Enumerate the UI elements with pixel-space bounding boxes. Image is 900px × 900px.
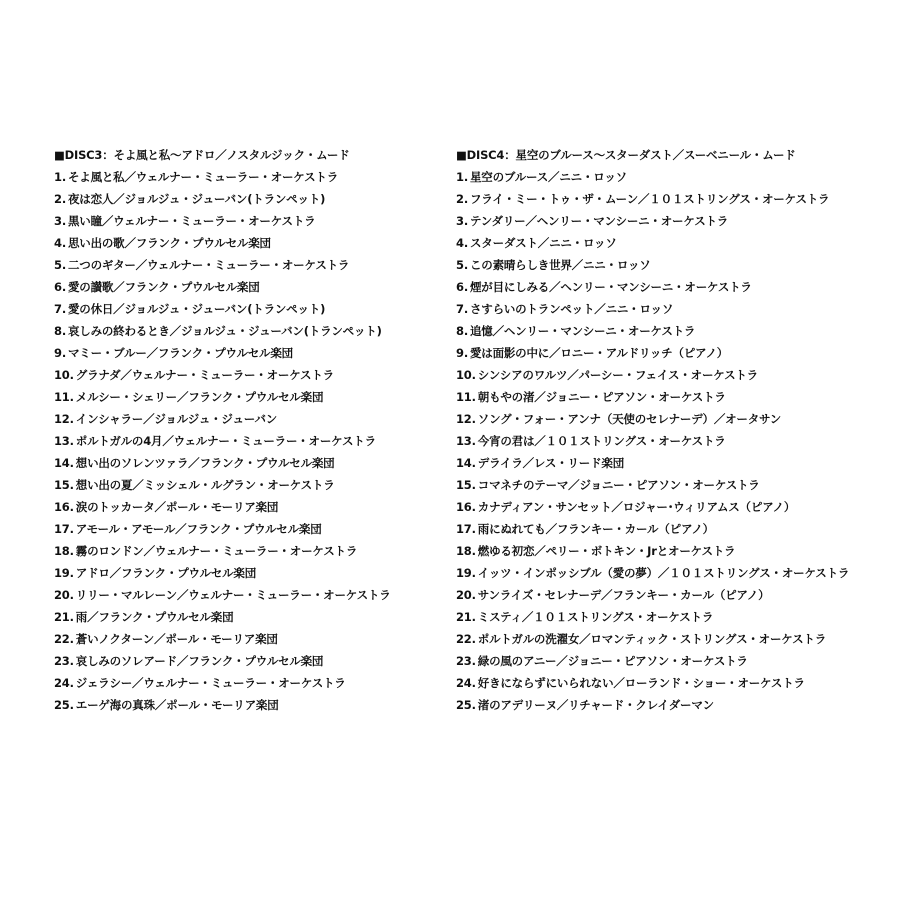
- track-title: イッツ・インポッシブル（愛の夢）／１０１ストリングス・オーケストラ: [477, 566, 850, 580]
- track-title: 思い出の歌／フランク・プウルセル楽団: [67, 236, 271, 250]
- track-title: 今宵の君は／１０１ストリングス・オーケストラ: [477, 434, 726, 448]
- track-title: 蒼いノクターン／ポール・モーリア楽団: [75, 632, 278, 646]
- track-number: 18 .: [456, 544, 476, 558]
- track-title: テンダリー／ヘンリー・マンシーニ・オーケストラ: [469, 214, 729, 228]
- track-item: [456, 694, 886, 716]
- track-item: [456, 496, 886, 518]
- track-number: 23 .: [54, 654, 74, 668]
- track-title: 哀しみのソレアード／フランク・プウルセル楽団: [75, 654, 324, 668]
- track-number: 10 .: [456, 368, 476, 382]
- track-number: 8 .: [54, 324, 66, 338]
- track-number: 16 .: [456, 500, 476, 514]
- track-number: 9 .: [456, 346, 468, 360]
- disc3-header: ■DISC3：そよ風と私〜アドロ／ノスタルジック・ムード: [54, 148, 350, 162]
- track-title: ミスティ／１０１ストリングス・オーケストラ: [477, 610, 714, 624]
- track-item: [456, 562, 886, 584]
- track-number: 5 .: [54, 258, 66, 272]
- disc4-track-list: [456, 166, 886, 716]
- track-number: 6 .: [456, 280, 468, 294]
- track-title: 煙が目にしみる／ヘンリー・マンシーニ・オーケストラ: [469, 280, 752, 294]
- track-item: [54, 166, 444, 188]
- track-title: 好きにならずにいられない／ローランド・ショー・オーケストラ: [477, 676, 805, 690]
- track-title: 哀しみの終わるとき／ジョルジュ・ジューバン(トランペット): [67, 324, 382, 338]
- track-item: [456, 518, 886, 540]
- track-title: 愛は面影の中に／ロニー・アルドリッチ（ピアノ）: [469, 346, 729, 360]
- track-title: この素晴らしき世界／ニニ・ロッソ: [469, 258, 651, 272]
- disc3-column: [54, 144, 444, 716]
- track-number: 13 .: [54, 434, 74, 448]
- track-number: 3 .: [456, 214, 468, 228]
- track-number: 14 .: [54, 456, 74, 470]
- track-number: 11 .: [54, 390, 74, 404]
- track-item: [456, 188, 886, 210]
- track-number: 20 .: [456, 588, 476, 602]
- track-number: 23 .: [456, 654, 476, 668]
- track-item: [54, 540, 444, 562]
- track-number: 12 .: [54, 412, 74, 426]
- track-title: マミー・ブルー／フランク・プウルセル楽団: [67, 346, 293, 360]
- track-title: フライ・ミー・トゥ・ザ・ムーン／１０１ストリングス・オーケストラ: [469, 192, 830, 206]
- track-item: [54, 452, 444, 474]
- track-item: [456, 232, 886, 254]
- track-number: 22 .: [456, 632, 476, 646]
- track-title: 燃ゆる初恋／ペリー・ボトキン・Jrとオーケストラ: [477, 544, 736, 558]
- disc3-track-list: [54, 166, 444, 716]
- track-number: 7 .: [456, 302, 468, 316]
- track-title: コマネチのテーマ／ジョニー・ピアソン・オーケストラ: [477, 478, 760, 492]
- track-number: 1 .: [456, 170, 468, 184]
- track-item: [456, 672, 886, 694]
- track-item: [54, 232, 444, 254]
- track-number: 8 .: [456, 324, 468, 338]
- track-title: エーゲ海の真珠／ポール・モーリア楽団: [75, 698, 279, 712]
- track-item: [456, 650, 886, 672]
- track-number: 3 .: [54, 214, 66, 228]
- track-item: [54, 298, 444, 320]
- track-title: アドロ／フランク・プウルセル楽団: [75, 566, 257, 580]
- track-item: [54, 364, 444, 386]
- track-item: [456, 408, 886, 430]
- track-number: 15 .: [54, 478, 74, 492]
- track-title: 渚のアデリーヌ／リチャード・クレイダーマン: [477, 698, 714, 712]
- track-number: 4 .: [54, 236, 66, 250]
- track-title: 星空のブルース／ニニ・ロッソ: [469, 170, 627, 184]
- track-title: アモール・アモール／フランク・プウルセル楽団: [75, 522, 322, 536]
- track-title: 二つのギター／ウェルナー・ミューラー・オーケストラ: [67, 258, 350, 272]
- track-title: 想い出のソレンツァラ／フランク・プウルセル楽団: [75, 456, 335, 470]
- track-title: 緑の風のアニー／ジョニー・ピアソン・オーケストラ: [477, 654, 748, 668]
- track-item: [54, 188, 444, 210]
- track-title: 雨／フランク・プウルセル楽団: [75, 610, 234, 624]
- disc4-column: [456, 144, 886, 716]
- track-number: 12 .: [456, 412, 476, 426]
- track-number: 22 .: [54, 632, 74, 646]
- track-title: 夜は恋人／ジョルジュ・ジューバン(トランペット): [67, 192, 326, 206]
- track-title: メルシー・シェリー／フランク・プウルセル楽団: [75, 390, 324, 404]
- track-item: [54, 518, 444, 540]
- track-number: 19 .: [456, 566, 476, 580]
- track-title: 愛の休日／ジョルジュ・ジューバン(トランペット): [67, 302, 326, 316]
- track-title: 追憶／ヘンリー・マンシーニ・オーケストラ: [469, 324, 696, 338]
- track-title: 愛の讃歌／フランク・プウルセル楽団: [67, 280, 260, 294]
- track-title: ポルトガルの洗濯女／ロマンティック・ストリングス・オーケストラ: [477, 632, 827, 646]
- track-title: 霧のロンドン／ウェルナー・ミューラー・オーケストラ: [75, 544, 358, 558]
- track-title: ポルトガルの4月／ウェルナー・ミューラー・オーケストラ: [75, 434, 376, 448]
- track-item: [456, 540, 886, 562]
- track-item: [456, 364, 886, 386]
- track-item: [54, 606, 444, 628]
- track-item: [54, 320, 444, 342]
- track-item: [456, 628, 886, 650]
- track-title: そよ風と私／ウェルナー・ミューラー・オーケストラ: [67, 170, 339, 184]
- track-number: 2 .: [54, 192, 66, 206]
- track-number: 21 .: [456, 610, 476, 624]
- track-title: 雨にぬれても／フランキー・カール（ピアノ）: [477, 522, 714, 536]
- track-number: 24 .: [54, 676, 74, 690]
- track-title: リリー・マルレーン／ウェルナー・ミューラー・オーケストラ: [75, 588, 391, 602]
- track-number: 6 .: [54, 280, 66, 294]
- track-number: 21 .: [54, 610, 74, 624]
- track-item: [456, 210, 886, 232]
- track-number: 25 .: [456, 698, 476, 712]
- track-item: [54, 408, 444, 430]
- track-title: 涙のトッカータ／ポール・モーリア楽団: [75, 500, 279, 514]
- track-item: [54, 628, 444, 650]
- track-item: [54, 386, 444, 408]
- track-title: デライラ／レス・リード楽団: [477, 456, 624, 470]
- track-item: [456, 166, 886, 188]
- track-number: 13 .: [456, 434, 476, 448]
- disc4-header: ■DISC4：星空のブルース〜スターダスト／スーベニール・ムード: [456, 148, 796, 162]
- track-item: [54, 650, 444, 672]
- track-title: 朝もやの渚／ジョニー・ピアソン・オーケストラ: [477, 390, 726, 404]
- track-number: 4 .: [456, 236, 468, 250]
- track-item: [456, 276, 886, 298]
- track-item: [456, 584, 886, 606]
- track-number: 18 .: [54, 544, 74, 558]
- track-item: [456, 606, 886, 628]
- track-title: インシャラー／ジョルジュ・ジューバン: [75, 412, 278, 426]
- track-number: 16 .: [54, 500, 74, 514]
- track-title: カナディアン・サンセット／ロジャー･ウィリアムス（ピアノ）: [477, 500, 796, 514]
- track-item: [54, 474, 444, 496]
- track-item: [54, 562, 444, 584]
- track-title: 黒い瞳／ウェルナー・ミューラー・オーケストラ: [67, 214, 316, 228]
- track-number: 9 .: [54, 346, 66, 360]
- track-title: サンライズ・セレナーデ／フランキー・カール（ピアノ）: [477, 588, 770, 602]
- track-number: 19 .: [54, 566, 74, 580]
- track-item: [54, 694, 444, 716]
- track-item: [54, 276, 444, 298]
- track-item: [456, 254, 886, 276]
- track-title: 想い出の夏／ミッシェル・ルグラン・オーケストラ: [75, 478, 335, 492]
- track-item: [54, 210, 444, 232]
- track-number: 7 .: [54, 302, 66, 316]
- track-number: 20 .: [54, 588, 74, 602]
- track-item: [54, 672, 444, 694]
- track-title: ジェラシー／ウェルナー・ミューラー・オーケストラ: [75, 676, 346, 690]
- track-number: 17 .: [456, 522, 476, 536]
- track-item: [456, 386, 886, 408]
- track-number: 5 .: [456, 258, 468, 272]
- track-title: さすらいのトランペット／ニニ・ロッソ: [469, 302, 674, 316]
- track-number: 14 .: [456, 456, 476, 470]
- track-number: 24 .: [456, 676, 476, 690]
- track-number: 11 .: [456, 390, 476, 404]
- track-number: 1 .: [54, 170, 66, 184]
- track-title: グラナダ／ウェルナー・ミューラー・オーケストラ: [75, 368, 334, 382]
- track-item: [456, 474, 886, 496]
- track-number: 2 .: [456, 192, 468, 206]
- track-item: [456, 342, 886, 364]
- track-number: 15 .: [456, 478, 476, 492]
- track-item: [54, 584, 444, 606]
- track-title: ソング・フォー・アンナ（天使のセレナーデ）／オータサン: [477, 412, 782, 426]
- track-number: 17 .: [54, 522, 74, 536]
- track-title: シンシアのワルツ／パーシー・フェイス・オーケストラ: [477, 368, 758, 382]
- track-title: スターダスト／ニニ・ロッソ: [469, 236, 617, 250]
- track-item: [54, 496, 444, 518]
- track-item: [54, 254, 444, 276]
- track-item: [456, 452, 886, 474]
- track-item: [54, 342, 444, 364]
- track-item: [456, 298, 886, 320]
- track-number: 10 .: [54, 368, 74, 382]
- track-number: 25 .: [54, 698, 74, 712]
- track-item: [456, 430, 886, 452]
- track-item: [456, 320, 886, 342]
- track-item: [54, 430, 444, 452]
